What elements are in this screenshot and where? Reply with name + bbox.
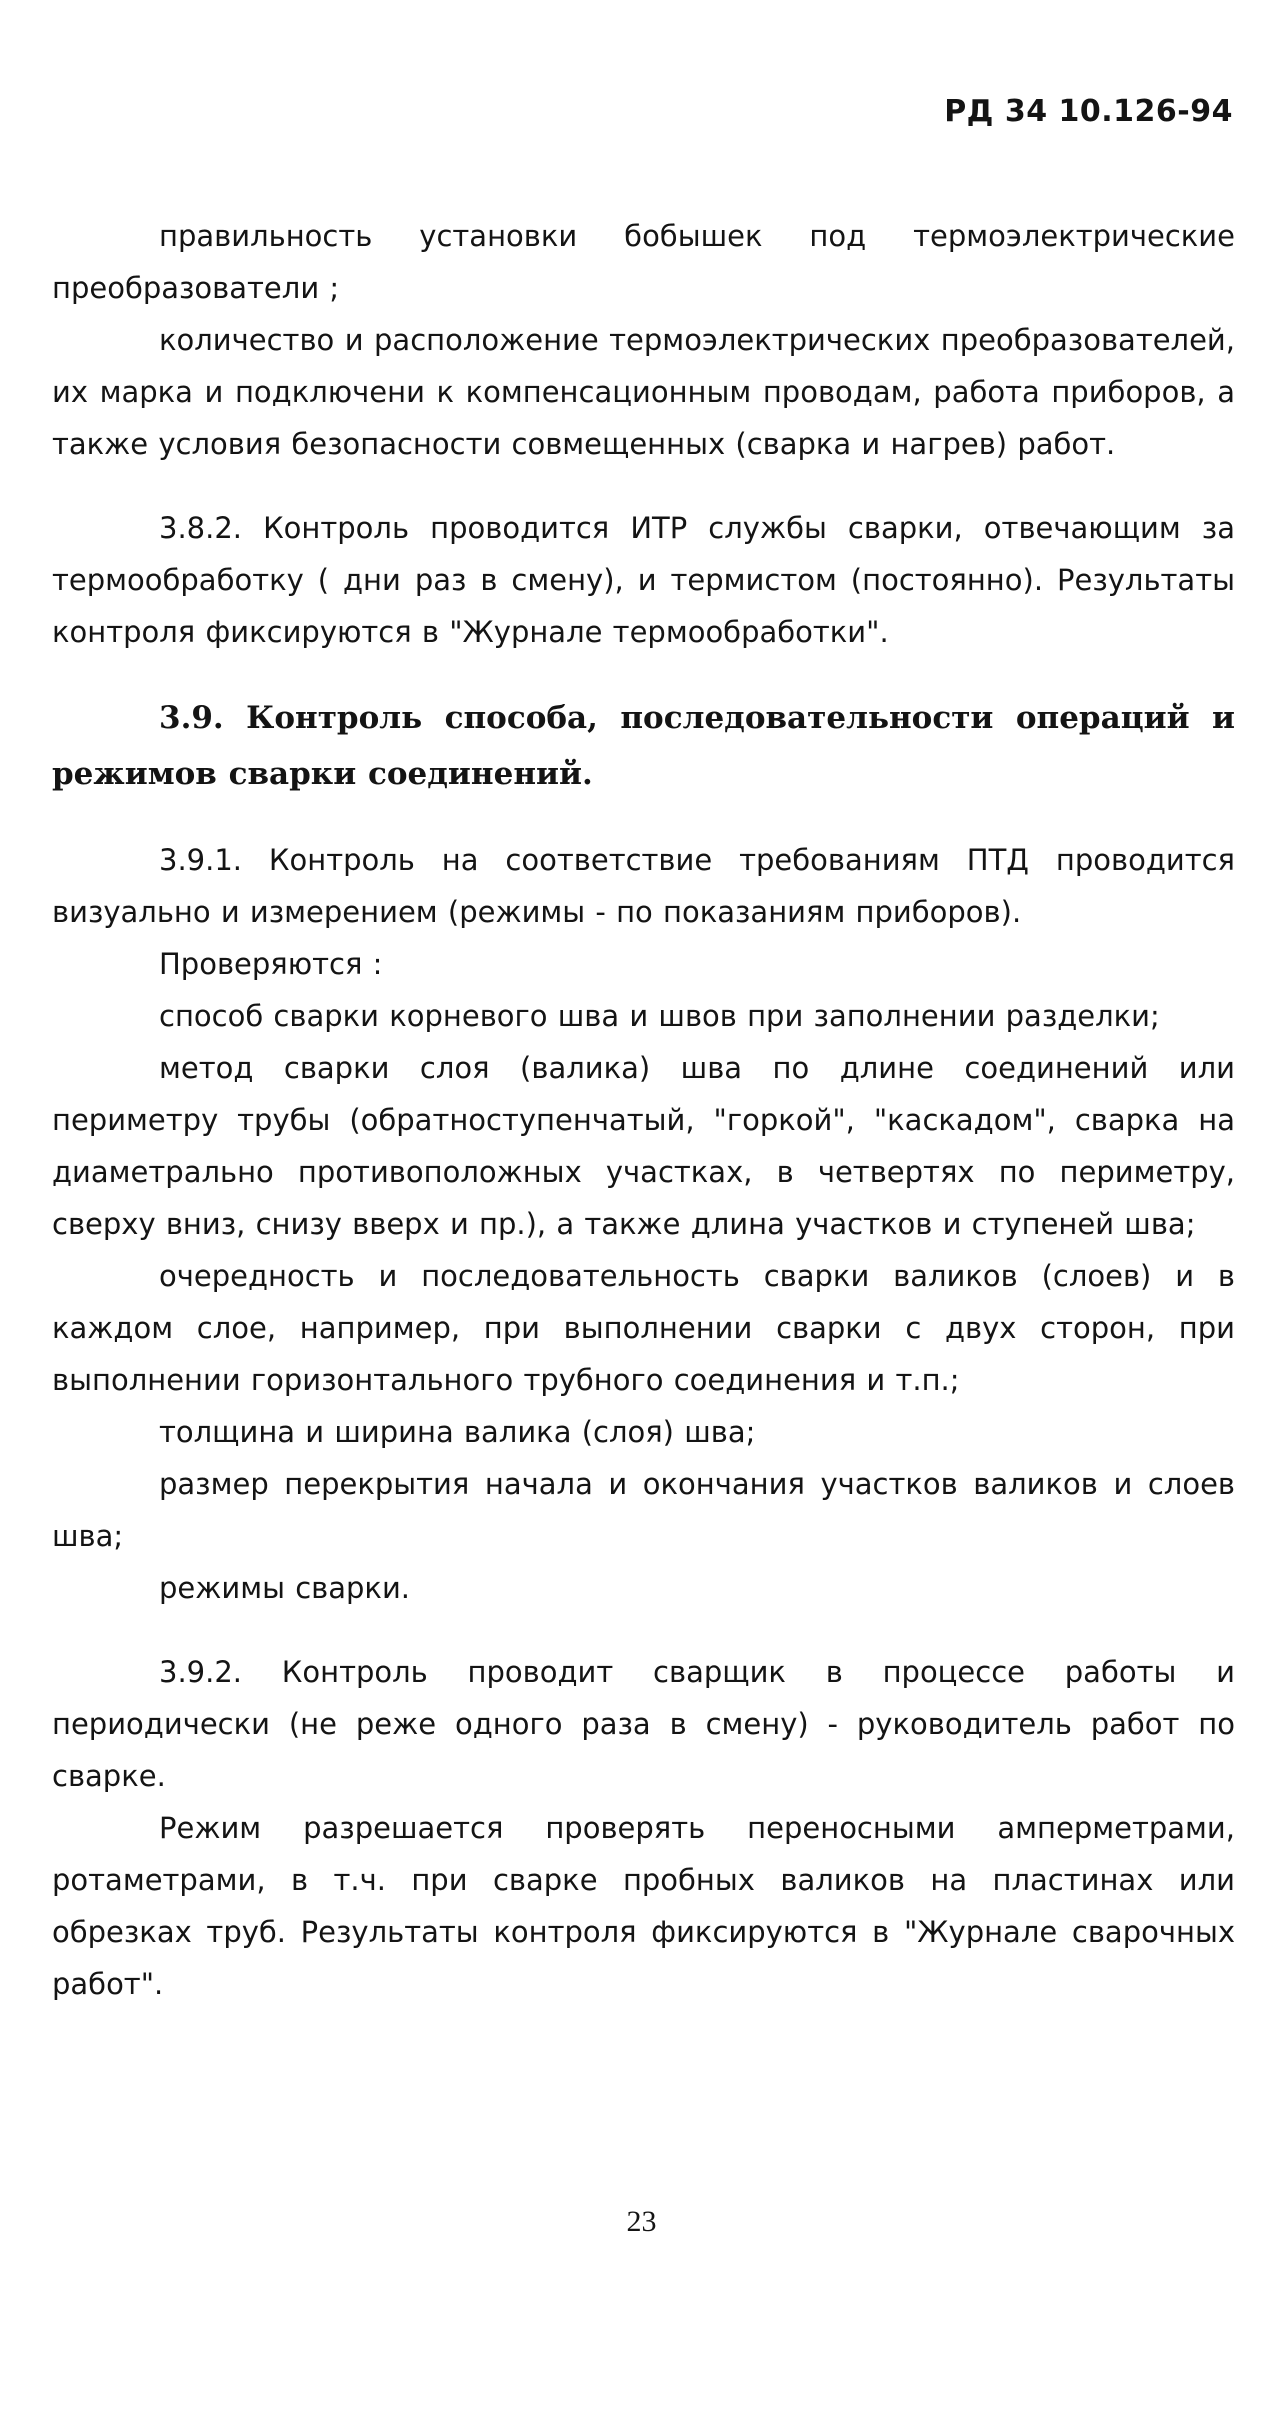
section-heading-3-9: 3.9. Контроль способа, последовательности операций и режимов сварки соединений. bbox=[52, 700, 1235, 792]
paragraph-mode-check: Режим разрешается проверять переносными амперметрами, ротаметрами, в т.ч. при сварке пробных валиков на пластинах или обрезках труб. Результаты контроля фиксируются в "Журнале сварочных работ". bbox=[52, 1811, 1235, 2001]
paragraph-welding-modes: режимы сварки. bbox=[159, 1571, 411, 1605]
page-number: 23 bbox=[626, 2205, 657, 2238]
spacer bbox=[52, 1614, 1235, 1646]
document-code: РД 34 10.126-94 bbox=[944, 94, 1233, 129]
paragraph-bead-thickness: толщина и ширина валика (слоя) шва; bbox=[159, 1415, 756, 1449]
spacer bbox=[52, 470, 1235, 502]
paragraph-boss-installation: правильность установки бобышек под термоэлектрические преобразователи ; bbox=[52, 219, 1235, 305]
spacer bbox=[52, 802, 1235, 834]
paragraph-thermocouple-placement: количество и расположение термоэлектрических преобразователей, их марка и подключени к компенсационным проводам, работа приборов, а также условия безопасности совмещенных (сварка и нагрев) работ. bbox=[52, 323, 1235, 461]
paragraph-3-8-2: 3.8.2. Контроль проводится ИТР службы сварки, отвечающим за термообработку ( дни раз в смену), и термистом (постоянно). Результаты контроля фиксируются в "Журнале термообработки". bbox=[52, 511, 1235, 649]
spacer bbox=[52, 658, 1235, 690]
paragraph-checked-list-intro: Проверяются : bbox=[159, 947, 383, 981]
paragraph-overlap-size: размер перекрытия начала и окончания участков валиков и слоев шва; bbox=[52, 1467, 1235, 1553]
paragraph-3-9-2: 3.9.2. Контроль проводит сварщик в процессе работы и периодически (не реже одного раза в смену) - руководитель работ по сварке. bbox=[52, 1655, 1235, 1793]
paragraph-root-weld-method: способ сварки корневого шва и швов при заполнении разделки; bbox=[159, 999, 1160, 1033]
paragraph-bead-sequence: очередность и последовательность сварки валиков (слоев) и в каждом слое, например, при выполнении сварки с двух сторон, при выполнении горизонтального трубного соединения и т.п.; bbox=[52, 1259, 1235, 1397]
paragraph-layer-welding-method: метод сварки слоя (валика) шва по длине соединений или периметру трубы (обратноступенчатый, "горкой", "каскадом", сварка на диаметрально противоположных участках, в четвертях по периметру, сверху вниз, снизу вверх и пр.), а также длина участков и ступеней шва; bbox=[52, 1051, 1235, 1241]
document-body bbox=[52, 210, 1235, 2010]
paragraph-3-9-1: 3.9.1. Контроль на соответствие требованиям ПТД проводится визуально и измерением (режимы - по показаниям приборов). bbox=[52, 843, 1235, 929]
